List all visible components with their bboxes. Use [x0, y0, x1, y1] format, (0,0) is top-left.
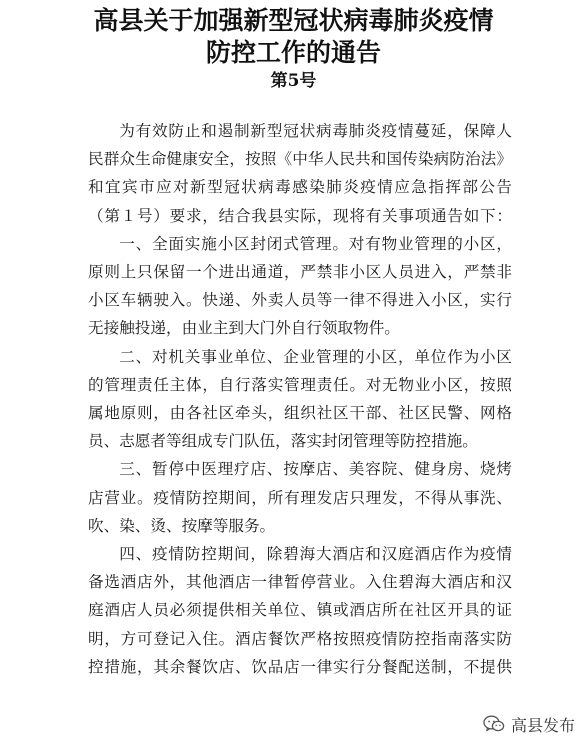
body-line: 和宜宾市应对新型冠状病毒感染肺炎疫情应急指挥部公告 — [88, 178, 512, 197]
body-line: 吹、染、烫、按摩等服务。 — [88, 516, 276, 535]
body-line: 一、全面实施小区封闭式管理。对有物业管理的小区， — [119, 234, 512, 253]
body-line: 属地原则，由各社区牵头，组织社区干部、社区民警、网格 — [88, 404, 512, 423]
watermark — [483, 711, 575, 737]
body-line: 备选酒店外，其他酒店一律暂停营业。入住碧海大酒店和汉 — [88, 573, 512, 592]
body-line: 二、对机关事业单位、企业管理的小区，单位作为小区 — [119, 347, 512, 366]
body-line: 四、疫情防控期间，除碧海大酒店和汉庭酒店作为疫情 — [119, 545, 512, 564]
body-line: 为有效防止和遏制新型冠状病毒肺炎疫情蔓延，保障人 — [119, 122, 512, 140]
body-line: 庭酒店人员必须提供相关单位、镇或酒店所在社区开具的证 — [88, 601, 512, 620]
notice-title-line-2: 防控工作的通告 — [205, 38, 381, 67]
body-line: 无接触投递，由业主到大门外自行领取物件。 — [88, 319, 400, 338]
body-line: 民群众生命健康安全，按照《中华人民共和国传染病防治法》 — [88, 150, 512, 169]
body-line: 控措施，其余餐饮店、饮品店一律实行分餐配送制，不提供 — [88, 657, 512, 676]
body-line: （第１号）要求，结合我县实际，现将有关事项通告如下： — [88, 206, 512, 225]
notice-body — [88, 117, 512, 681]
body-line: 明，方可登记入住。酒店餐饮严格按照疫情防控指南落实防 — [88, 629, 512, 648]
body-line: 原则上只保留一个进出通道，严禁非小区人员进入，严禁非 — [88, 263, 512, 282]
wechat-icon — [483, 715, 505, 733]
watermark-label: 高县发布 — [510, 715, 575, 735]
body-line: 的管理责任主体，自行落实管理责任。对无物业小区，按照 — [88, 375, 512, 394]
document-number: 第5号 — [270, 71, 317, 91]
notice-title-line-1: 高县关于加强新型冠状病毒肺炎疫情 — [93, 6, 494, 35]
body-line: 员、志愿者等组成专门队伍，落实封闭管理等防控措施。 — [88, 432, 478, 451]
body-line: 三、暂停中医理疗店、按摩店、美容院、健身房、烧烤 — [119, 460, 512, 479]
body-line: 店营业。疫情防控期间，所有理发店只理发，不得从事洗、 — [88, 488, 512, 507]
body-line: 小区车辆驶入。快递、外卖人员等一律不得进入小区，实行 — [88, 291, 512, 310]
